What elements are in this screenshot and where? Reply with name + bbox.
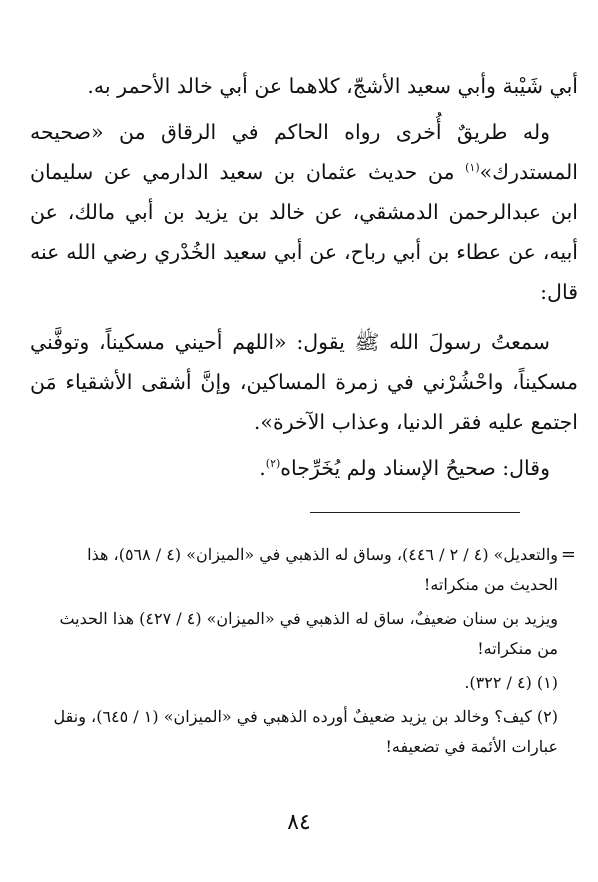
footnote-separator — [310, 512, 520, 513]
continuation-marker: = — [560, 544, 576, 565]
footnote-2: (٢) كيف؟ وخالد بن يزيد ضعيفٌ أورده الذهبي في «الميزان» (١ / ٦٤٥)، ونقل عبارات الأئمة في تضعيفه! — [53, 707, 558, 756]
footnote-continuation-1: والتعديل» (٤ / ٢ / ٤٤٦)، وساق له الذهبي في «الميزان» (٤ / ٥٦٨)، هذا الحديث من منكراته! — [87, 545, 558, 594]
footnote-continuation-2: ويزيد بن سنان ضعيفٌ، ساق له الذهبي في «الميزان» (٤ / ٤٢٧) هذا الحديث من منكراته! — [59, 609, 558, 658]
paragraph-2 — [30, 112, 578, 312]
paragraph-4-text: وقال: صحيحُ الإسناد ولم يُخَرِّجاه — [280, 456, 550, 480]
paragraph-2-text-cont: من حديث عثمان بن سعيد الدارمي عن سليمان ابن عبدالرحمن الدمشقي، عن خالد بن يزيد بن أبي مالك، عن أبيه، عن عطاء بن أبي رباح، عن أبي سعيد الخُدْري رضي الله عنه قال: — [30, 160, 578, 304]
paragraph-3-hadith: سمعتُ رسولَ الله ﷺ يقول: «اللهم أحيني مسكيناً، وتوفَّني مسكيناً، واحْشُرْني في زمرة المساكين، وإنَّ أشقى الأشقياء مَن اجتمع عليه فقر الدنيا، وعذاب الآخرة». — [30, 330, 578, 434]
main-text — [30, 66, 578, 488]
paragraph-1: أبي شَيْبة وأبي سعيد الأشجّ، كلاهما عن أبي خالد الأحمر به. — [87, 74, 578, 98]
paragraph-4 — [30, 448, 578, 488]
footnotes — [34, 540, 558, 766]
footnote-ref-1: (١) — [465, 161, 480, 175]
paragraph-2-text: وله طريقٌ أُخرى رواه الحاكم في الرقاق من «صحيحه المستدرك» — [30, 120, 578, 184]
footnote-1: (١) (٤ / ٣٢٢). — [464, 673, 558, 692]
paragraph-4-end: . — [259, 456, 266, 480]
page-number: ٨٤ — [287, 810, 311, 835]
footnote-ref-2: (٢) — [265, 457, 281, 471]
